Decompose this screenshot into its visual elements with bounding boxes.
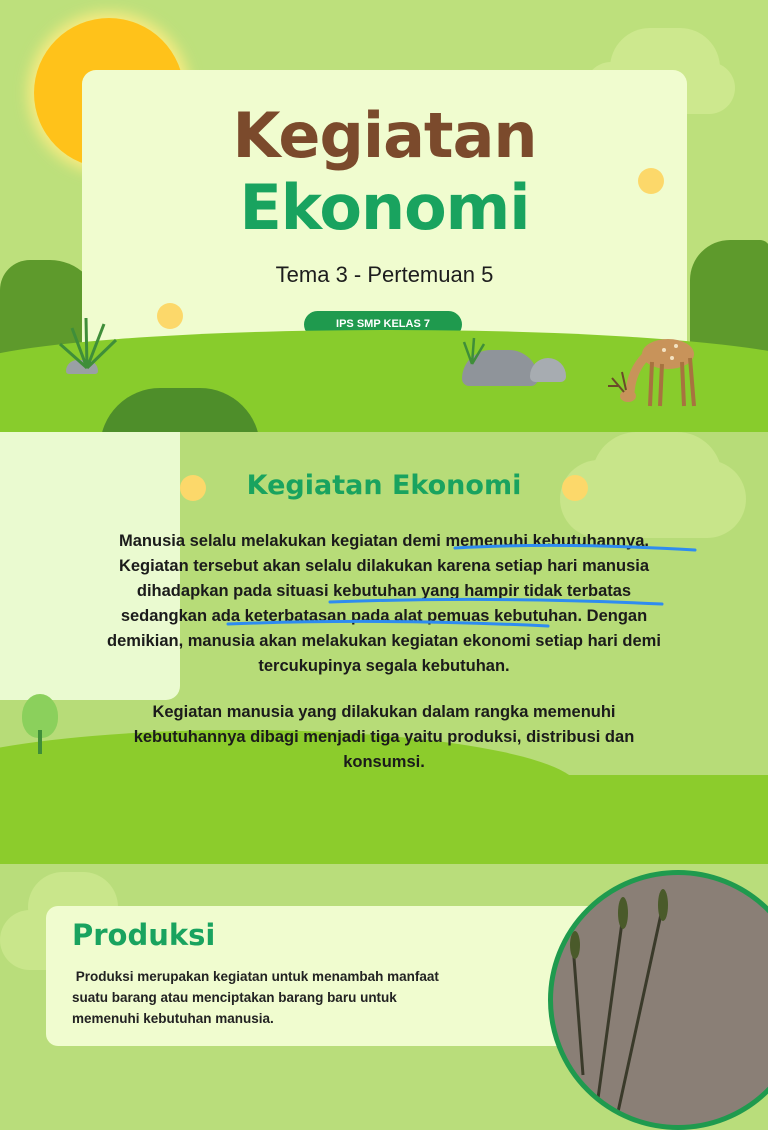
cover-title-line2: Ekonomi [239, 171, 530, 244]
grass-tuft-icon [452, 336, 492, 366]
text-line: dihadapkan pada situasi kebutuhan yang hampir tidak terbatas [136, 582, 632, 600]
yellow-dot-decoration [638, 168, 664, 194]
text-line: Kegiatan manusia yang dilakukan dalam rangka memenuhi [152, 703, 616, 721]
cover-subtitle: Tema 3 - Pertemuan 5 [275, 262, 494, 287]
intro-heading: Kegiatan Ekonomi [246, 470, 522, 501]
deer-icon [606, 322, 702, 410]
text-line: memenuhi kebutuhan manusia. [72, 1011, 274, 1026]
text-line: Produksi merupakan kegiatan untuk menambah manfaat [72, 969, 439, 984]
plant-icon [553, 875, 768, 1130]
handwritten-underline-annotations [0, 520, 768, 640]
text-line: sedangkan ada keterbatasan pada alat pemuas kebutuhan. Dengan [120, 607, 648, 625]
text-line: Manusia selalu melakukan kegiatan demi memenuhi kebutuhannya. [119, 532, 649, 550]
text-line: demikian, manusia akan melakukan kegiatan ekonomi setiap hari demi [107, 632, 661, 650]
text-line: Kegiatan tersebut akan selalu dilakukan karena setiap hari manusia [118, 557, 650, 575]
class-badge: IPS SMP KELAS 7 [304, 311, 462, 338]
cover-title-line1: Kegiatan [232, 99, 537, 172]
yellow-dot-decoration [157, 303, 183, 329]
grass-tuft-icon [52, 310, 122, 370]
ground-illustration [0, 775, 768, 864]
text-line: kebutuhannya dibagi menjadi tiga yaitu produksi, distribusi dan [133, 728, 635, 746]
text-line: suatu barang atau menciptakan barang baru untuk [72, 990, 397, 1005]
text-line: konsumsi. [343, 753, 425, 771]
produksi-paragraph [72, 966, 542, 1029]
intro-paragraph-2 [36, 700, 732, 775]
cover-slide [0, 0, 768, 432]
text-line: tercukupinya segala kebutuhan. [258, 657, 510, 675]
produksi-heading: Produksi [72, 918, 216, 952]
